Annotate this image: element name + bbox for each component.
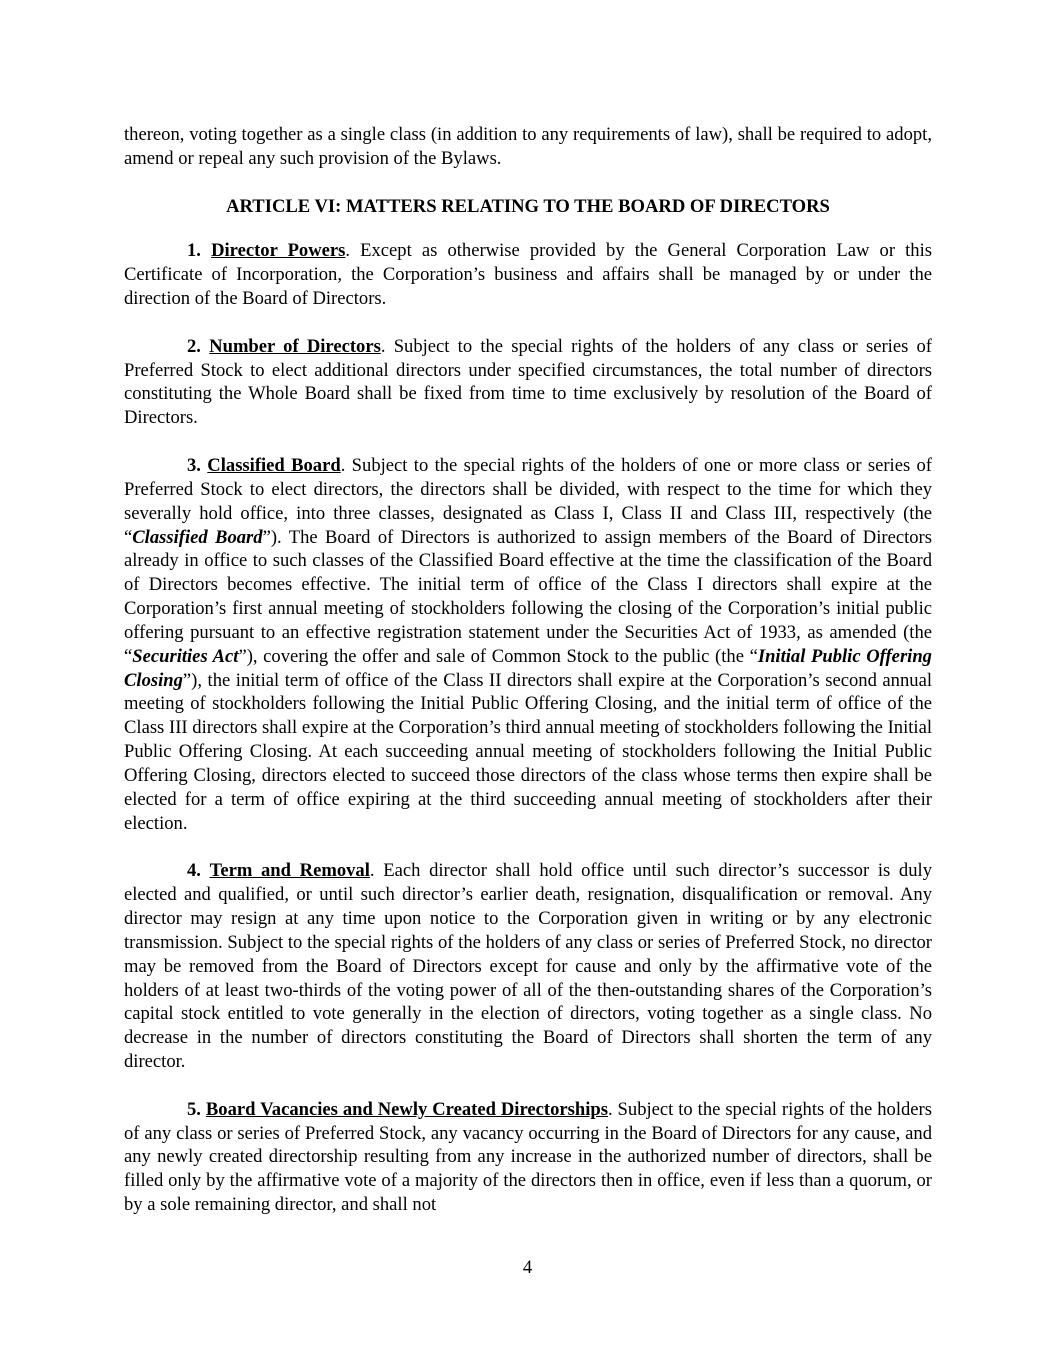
section-2-title: Number of Directors bbox=[209, 335, 381, 357]
section-1-title: Director Powers bbox=[211, 240, 346, 262]
section-3-number: 3. bbox=[187, 454, 201, 476]
section-2-paragraph bbox=[124, 335, 932, 430]
defined-term-securities-act: Securities Act bbox=[132, 645, 239, 667]
defined-term-ipo-closing: Initial Public Offering Closing bbox=[124, 645, 932, 691]
section-1-body: . Except as otherwise provided by the General Corporation Law or this Certificate of Incorporation, the Corporation’s business and affairs shall be managed by or under the direction of the Board of Directors. bbox=[124, 240, 932, 310]
section-2-number: 2. bbox=[187, 335, 201, 357]
article-heading: ARTICLE VI: MATTERS RELATING TO THE BOARD OF DIRECTORS bbox=[226, 195, 830, 217]
section-5-number: 5. bbox=[187, 1098, 201, 1120]
section-2-body: . Subject to the special rights of the holders of any class or series of Preferred Stock to elect additional directors under specified circumstances, the total number of directors constituting the Whole Board shall be fixed from time to time exclusively by resolution of the Board of Directors. bbox=[124, 335, 933, 429]
section-3-body-d: ”), the initial term of office of the Class II directors shall expire at the Corporation’s second annual meeting of stockholders following the Initial Public Offering Closing, and the initial term of office of the Class III directors shall expire at the Corporation’s third annual meeting of stockholders following the Initial Public Offering Closing. At each succeeding annual meeting of stockholders following the Initial Public Offering Closing, directors elected to succeed those directors of the class whose terms then expire shall be elected for a term of office expiring at the third succeeding annual meeting of stockholders after their election. bbox=[124, 669, 932, 834]
defined-term-classified-board: Classified Board bbox=[132, 526, 263, 548]
section-4-paragraph bbox=[124, 859, 932, 1074]
page-number: 4 bbox=[522, 1257, 533, 1278]
section-1-paragraph bbox=[124, 239, 932, 311]
section-1-number: 1. bbox=[187, 240, 201, 262]
section-3-paragraph bbox=[124, 454, 932, 836]
section-3-body-b: ”). The Board of Directors is authorized to assign members of the Board of Directors already in office to such classes of the Classified Board effective at the time the classification of the Board of Directors becomes effective. The initial term of office of the Class I directors shall expire at the Corporation’s first annual meeting of stockholders following the closing of the Corporation’s initial public offering pursuant to an effective registration statement under the Securities Act of 1933, as amended (the “ bbox=[124, 526, 932, 667]
section-5-body: . Subject to the special rights of the holders of any class or series of Preferred Stock, any vacancy occurring in the Board of Directors for any cause, and any newly created directorship resulting from any increase in the authorized number of directors, shall be filled only by the affirmative vote of a majority of the directors then in office, even if less than a quorum, or by a sole remaining director, and shall not bbox=[124, 1098, 932, 1216]
section-4-body: . Each director shall hold office until such director’s successor is duly elected and qualified, or until such director’s earlier death, resignation, disqualification or removal. Any director may resign at any time upon notice to the Corporation given in writing or by any electronic transmission. Subject to the special rights of the holders of any class or series of Preferred Stock, no director may be removed from the Board of Directors except for cause and only by the affirmative vote of the holders of at least two-thirds of the voting power of all of the then-outstanding shares of the Corporation’s capital stock entitled to vote generally in the election of directors, voting together as a single class. No decrease in the number of directors constituting the Board of Directors shall shorten the term of any director. bbox=[124, 860, 932, 1073]
section-3-body-c: ”), covering the offer and sale of Common Stock to the public (the “ bbox=[238, 645, 758, 667]
section-5-title: Board Vacancies and Newly Created Directorships bbox=[205, 1098, 608, 1120]
section-3-body-a: . Subject to the special rights of the holders of one or more class or series of Preferred Stock to elect directors, the directors shall be divided, with respect to the time for which they severally hold office, into three classes, designated as Class I, Class II and Class III, respectively (the “ bbox=[124, 454, 932, 548]
section-4-number: 4. bbox=[187, 860, 201, 882]
section-3-title: Classified Board bbox=[207, 454, 341, 476]
section-5-paragraph bbox=[124, 1098, 932, 1217]
document-page bbox=[124, 123, 932, 1217]
section-4-title: Term and Removal bbox=[209, 860, 370, 882]
continuation-paragraph: thereon, voting together as a single class (in addition to any requirements of law), shall be required to adopt, amend or repeal any such provision of the Bylaws. bbox=[124, 124, 932, 169]
